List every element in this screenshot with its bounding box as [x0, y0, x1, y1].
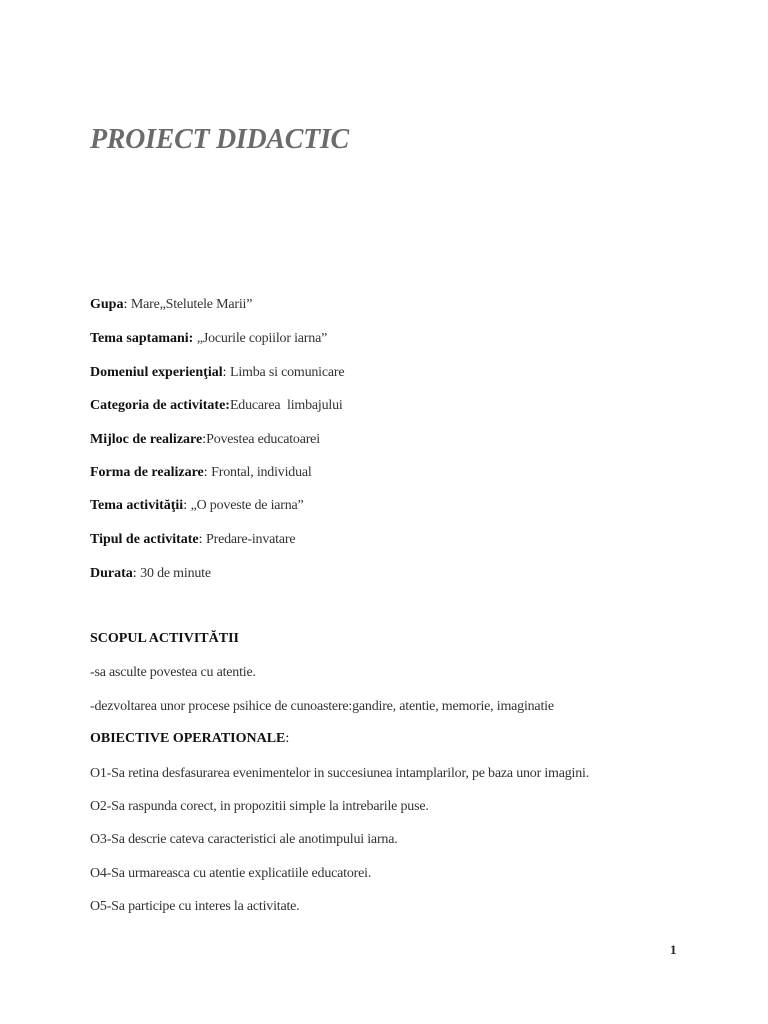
page-number: 1 — [670, 942, 677, 957]
field-separator: : — [222, 365, 230, 380]
field-label: Tema saptamani: — [90, 331, 194, 346]
field-category — [90, 397, 343, 415]
field-label: Forma de realizare — [90, 465, 204, 480]
field-domain — [90, 364, 344, 382]
field-separator: : — [123, 297, 131, 312]
field-value: „O poveste de iarna” — [190, 498, 304, 513]
field-value: Limba si comunicare — [230, 365, 345, 380]
field-week-theme — [90, 330, 327, 348]
field-label: Categoria de activitate: — [90, 398, 230, 413]
field-activity-theme — [90, 497, 304, 515]
field-activity-type — [90, 531, 295, 549]
field-label: Domeniul experienţial — [90, 365, 223, 380]
field-means — [90, 431, 320, 449]
field-value: Povestea educatoarei — [206, 432, 320, 447]
objective-item: O1-Sa retina desfasurarea evenimentelor in succesiunea intamplarilor, pe baza unor imagini. — [90, 766, 590, 781]
document-title: PROIECT DIDACTIC — [90, 124, 349, 155]
field-separator: : — [132, 566, 141, 581]
scope-line: -sa asculte povestea cu atentie. — [90, 665, 256, 680]
field-form — [90, 464, 312, 482]
field-label: Tema activităţii — [90, 498, 184, 513]
objective-item: O2-Sa raspunda corect, in propozitii simple la intrebarile puse. — [90, 799, 429, 814]
objectives-heading-row — [90, 731, 289, 747]
scope-heading: SCOPUL ACTIVITĂTII — [90, 631, 239, 646]
objectives-heading-colon: : — [285, 731, 290, 746]
field-value: „Jocurile copiilor iarna” — [196, 331, 328, 346]
objective-item: O3-Sa descrie cateva caracteristici ale anotimpului iarna. — [90, 832, 398, 847]
objectives-heading: OBIECTIVE OPERATIONALE — [90, 731, 286, 746]
field-separator: : — [202, 432, 207, 447]
objective-item: O4-Sa urmareasca cu atentie explicatiile educatorei. — [90, 866, 372, 881]
field-value: Predare-invatare — [206, 532, 296, 547]
field-group — [90, 296, 252, 314]
objective-item: O5-Sa participe cu interes la activitate. — [90, 899, 300, 914]
field-value: 30 de minute — [140, 566, 211, 581]
field-separator: : — [198, 532, 207, 547]
field-value: Mare„Stelutele Marii” — [130, 297, 253, 312]
field-label: Tipul de activitate — [90, 532, 199, 547]
field-label: Durata — [90, 566, 133, 581]
field-separator: : — [183, 498, 191, 513]
field-value: Frontal, individual — [211, 465, 312, 480]
scope-line: -dezvoltarea unor procese psihice de cunoastere:gandire, atentie, memorie, imaginatie — [90, 699, 554, 714]
field-label: Gupa — [90, 297, 124, 312]
field-duration — [90, 565, 211, 583]
field-label: Mijloc de realizare — [90, 432, 203, 447]
field-separator: : — [203, 465, 212, 480]
field-value: Educarea limbajului — [229, 398, 343, 413]
